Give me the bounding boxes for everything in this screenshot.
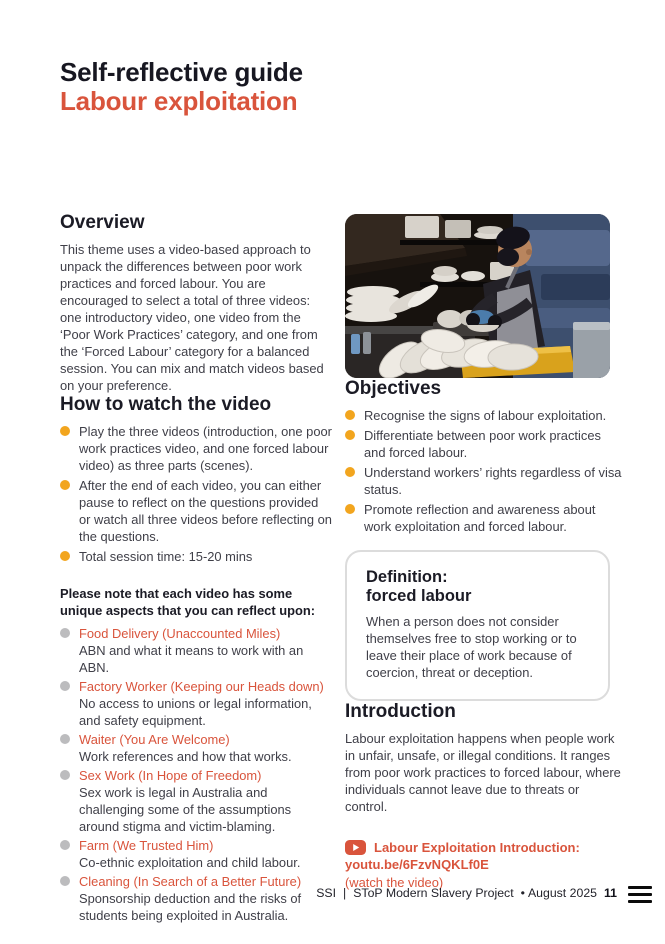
footer xyxy=(316,886,617,900)
list-item xyxy=(60,548,332,565)
list-item xyxy=(345,464,625,498)
youtube-icon[interactable] xyxy=(345,840,366,855)
overview-heading: Overview xyxy=(60,212,145,233)
video-item xyxy=(60,625,332,676)
video-aspect-list xyxy=(60,625,332,924)
introduction-heading: Introduction xyxy=(345,701,456,722)
list-item-text: After the end of each video, you can either pause to reflect on the questions provided or watch all three videos before reflecting on the questions. xyxy=(79,478,332,544)
video-item xyxy=(60,767,332,835)
bullet-icon xyxy=(60,770,70,780)
definition-heading-line1: Definition: xyxy=(366,568,448,586)
objectives-list xyxy=(345,407,625,535)
video-title: Food Delivery (Unaccounted Miles) xyxy=(79,626,281,641)
video-description: Sponsorship deduction and the risks of students being exploited in Australia. xyxy=(79,891,302,923)
video-title: Waiter (You Are Welcome) xyxy=(79,732,230,747)
bullet-icon xyxy=(345,467,355,477)
list-item-text: Promote reflection and awareness about work exploitation and forced labour. xyxy=(364,502,596,534)
definition-heading-line2: forced labour xyxy=(366,587,472,605)
video-item xyxy=(60,731,332,765)
note-heading: Please note that each video has some unique aspects that you can reflect upon: xyxy=(60,586,315,618)
how-to-watch-list xyxy=(60,423,332,565)
bullet-icon xyxy=(60,628,70,638)
video-description: Sex work is legal in Australia and challenging some of the assumptions around stigma and victim-blaming. xyxy=(79,785,292,834)
list-item xyxy=(345,407,625,424)
video-link-label[interactable]: Labour Exploitation Introduction: xyxy=(374,840,580,855)
footer-project: SToP Modern Slavery Project xyxy=(353,886,514,900)
bullet-icon xyxy=(60,551,70,561)
video-link-block[interactable] xyxy=(345,839,625,891)
video-title: Farm (We Trusted Him) xyxy=(79,838,214,853)
footer-separator: | xyxy=(343,886,347,900)
video-description: Co-ethnic exploitation and child labour. xyxy=(79,855,301,870)
video-item xyxy=(60,873,332,924)
video-item xyxy=(60,678,332,729)
list-item-text: Differentiate between poor work practices and forced labour. xyxy=(364,428,601,460)
video-title: Sex Work (In Hope of Freedom) xyxy=(79,768,262,783)
video-description: Work references and how that works. xyxy=(79,749,292,764)
bullet-icon xyxy=(345,504,355,514)
objectives-heading: Objectives xyxy=(345,378,442,399)
page-number: 11 xyxy=(604,886,617,900)
bullet-icon xyxy=(60,480,70,490)
list-item-text: Recognise the signs of labour exploitation. xyxy=(364,408,607,423)
kitchen-worker-photo xyxy=(345,214,610,378)
bullet-icon xyxy=(60,681,70,691)
list-item xyxy=(345,501,625,535)
list-item-text: Play the three videos (introduction, one poor work practices video, and one forced labour video) as three parts (scenes). xyxy=(79,424,332,473)
how-to-watch-heading: How to watch the video xyxy=(60,394,272,415)
bullet-icon xyxy=(60,840,70,850)
video-description: ABN and what it means to work with an ABN. xyxy=(79,643,304,675)
left-column xyxy=(60,212,332,926)
page-title-line2: Labour exploitation xyxy=(60,86,298,116)
right-column xyxy=(345,214,625,891)
video-link-url[interactable]: youtu.be/6FzvNQKLf0E xyxy=(345,857,489,872)
definition-box xyxy=(345,550,610,701)
video-description: No access to unions or legal information, and safety equipment. xyxy=(79,696,312,728)
footer-org: SSI xyxy=(316,886,337,900)
video-item xyxy=(60,837,332,871)
bullet-icon xyxy=(345,410,355,420)
footer-date: August 2025 xyxy=(527,886,597,900)
video-title: Cleaning (In Search of a Better Future) xyxy=(79,874,302,889)
bullet-icon xyxy=(60,426,70,436)
list-item-text: Total session time: 15-20 mins xyxy=(79,549,253,564)
video-title: Factory Worker (Keeping our Heads down) xyxy=(79,679,324,694)
bullet-icon xyxy=(60,734,70,744)
list-item xyxy=(60,423,332,474)
footer-bullet: • xyxy=(520,886,525,900)
bullet-icon xyxy=(345,430,355,440)
introduction-paragraph: Labour exploitation happens when people work in unfair, unsafe, or illegal conditions. It ranges from poor work practices to forced labour, where individuals cannot leave due to threats or control. xyxy=(345,731,621,814)
list-item-text: Understand workers’ rights regardless of visa status. xyxy=(364,465,622,497)
bullet-icon xyxy=(60,876,70,886)
page-title-line1: Self-reflective guide xyxy=(60,57,303,87)
video-link-note: (watch the video) xyxy=(345,875,444,890)
list-item xyxy=(345,427,625,461)
definition-body: When a person does not consider themselves free to stop working or to leave their place of work because of coercion, threat or deception. xyxy=(366,614,577,680)
list-item xyxy=(60,477,332,545)
hamburger-menu-icon[interactable] xyxy=(628,886,652,903)
page-title xyxy=(60,58,303,116)
overview-paragraph: This theme uses a video-based approach to unpack the differences between poor work practices and forced labour. You are encouraged to select a total of three videos: one introductory video, one video from the ‘Poor Work Practices’ category, and one from the ‘Forced Labour’ category for a balanced session. You can mix and match videos based on your preference. xyxy=(60,242,324,393)
